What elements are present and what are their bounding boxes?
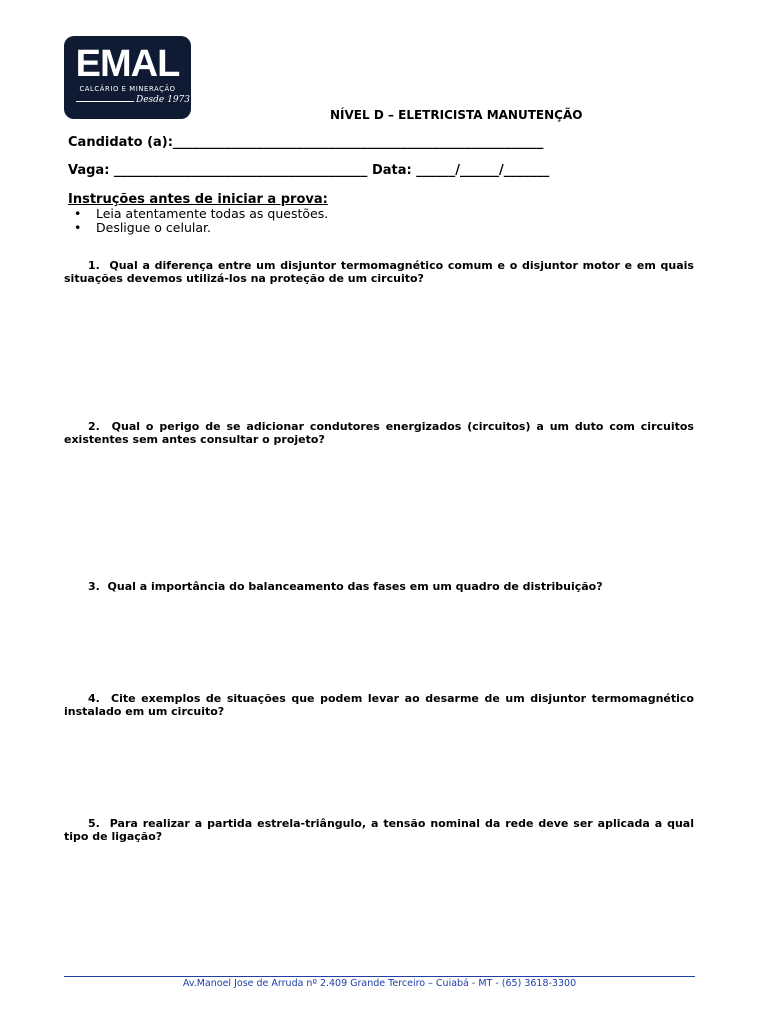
footer-address: Av.Manoel Jose de Arruda nº 2.409 Grande Terceiro – Cuiabá - MT - (65) 3618-3300: [182, 978, 577, 989]
logo-wordmark: EMAL: [75, 43, 180, 85]
question-3: 3. Qual a importância do balanceamento das fases em um quadro de distribuição?: [88, 580, 603, 593]
instructions-list: [74, 207, 328, 235]
list-item: • Desligue o celular.: [74, 220, 211, 235]
list-item: • Leia atentamente todas as questões.: [74, 206, 329, 221]
company-logo: [64, 36, 191, 119]
page-title: NÍVEL D – ELETRICISTA MANUTENÇÃO: [330, 108, 583, 122]
bullet-icon: •: [74, 220, 82, 235]
question-1: 1. Qual a diferença entre um disjuntor termomagnético comum e o disjuntor motor e em quais situações devemos utilizá-los na proteção de um circuito?: [64, 259, 694, 285]
logo-divider: [76, 101, 134, 102]
question-2: 2. Qual o perigo de se adicionar condutores energizados (circuitos) a um duto com circuitos existentes sem antes consultar o projeto?: [64, 420, 694, 446]
logo-subtitle: CALCÁRIO E MINERAÇÃO: [79, 85, 176, 93]
vaga-date-field: Vaga: _______________________________________ Data: ______/______/_______: [68, 163, 550, 178]
question-4: 4. Cite exemplos de situações que podem levar ao desarme de um disjuntor termomagnético instalado em um circuito?: [64, 692, 694, 718]
footer-divider: [64, 976, 695, 977]
logo-since: Desde 1973: [136, 95, 191, 105]
question-5: 5. Para realizar a partida estrela-triângulo, a tensão nominal da rede deve ser aplicada a qual tipo de ligação?: [64, 817, 694, 843]
instructions-heading: Instruções antes de iniciar a prova:: [68, 192, 328, 207]
candidate-field: Candidato (a):_________________________________________________________: [68, 135, 544, 150]
bullet-icon: •: [74, 206, 82, 221]
